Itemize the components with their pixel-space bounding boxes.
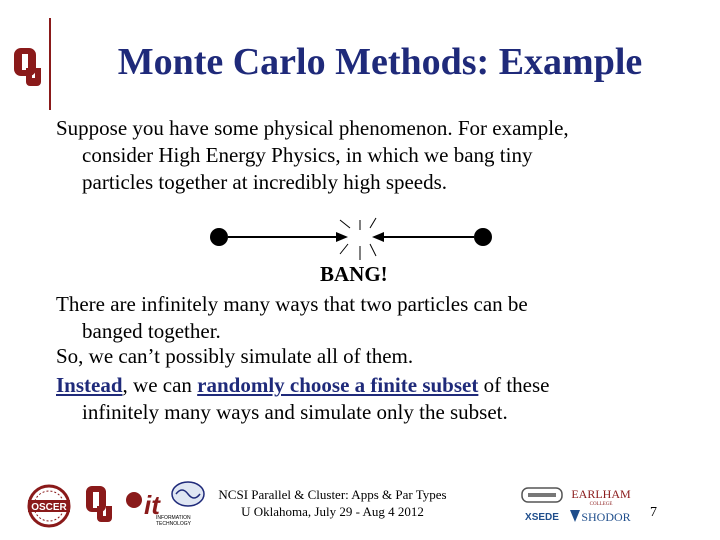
- particle-right: [474, 228, 492, 246]
- svg-text:OSCER: OSCER: [31, 502, 67, 513]
- particle-collision-diagram: [200, 210, 500, 270]
- ou-footer-logo: [84, 484, 116, 526]
- text-line: infinitely many ways and simulate only the subset.: [82, 400, 508, 424]
- paragraph-intro: [56, 115, 569, 196]
- svg-text:SHODOR: SHODOR: [581, 510, 631, 524]
- svg-text:COLLEGE: COLLEGE: [589, 502, 613, 507]
- ou-logo: [12, 44, 46, 90]
- svg-text:INFORMATION: INFORMATION: [156, 515, 191, 521]
- particle-left: [210, 228, 228, 246]
- ncsi-logo: [170, 480, 206, 508]
- svg-text:it: it: [144, 490, 160, 520]
- footer-text: [205, 486, 460, 520]
- paragraph-cannot-simulate: [56, 343, 413, 370]
- footer-line-1: NCSI Parallel & Cluster: Apps & Par Types: [218, 487, 447, 502]
- footer-line-2: U Oklahoma, July 29 - Aug 4 2012: [241, 504, 424, 519]
- arrowhead-left: [336, 232, 348, 242]
- text-fragment: , we can: [122, 373, 198, 397]
- paragraph-instead: [56, 372, 550, 426]
- title-divider-vertical: [49, 18, 51, 110]
- random-subset-link[interactable]: randomly choose a finite subset: [197, 373, 479, 397]
- earlham-shodor-logo: [566, 486, 636, 526]
- text-line: Suppose you have some physical phenomenon. For example,: [56, 116, 569, 140]
- slide-title: Monte Carlo Methods: Example: [117, 41, 643, 83]
- paragraph-infinite-ways: [56, 291, 528, 345]
- svg-text:EARLHAM: EARLHAM: [571, 487, 631, 501]
- svg-text:XSEDE: XSEDE: [525, 512, 559, 523]
- xsede-logo: [520, 486, 564, 526]
- instead-link[interactable]: Instead: [56, 373, 123, 397]
- arrowhead-right: [372, 232, 384, 242]
- text-line: particles together at incredibly high speeds.: [82, 170, 448, 194]
- text-line: So, we can’t possibly simulate all of them.: [56, 344, 414, 368]
- impact-lines: [340, 218, 376, 260]
- text-line: banged together.: [82, 319, 221, 343]
- text-line: consider High Energy Physics, in which we bang tiny: [82, 143, 533, 167]
- text-line: There are infinitely many ways that two particles can be: [56, 292, 528, 316]
- text-fragment: of these: [478, 373, 550, 397]
- bang-label: BANG!: [320, 262, 388, 286]
- svg-text:TECHNOLOGY: TECHNOLOGY: [156, 521, 192, 526]
- oscer-logo: [18, 484, 80, 528]
- page-number: 7: [650, 505, 657, 520]
